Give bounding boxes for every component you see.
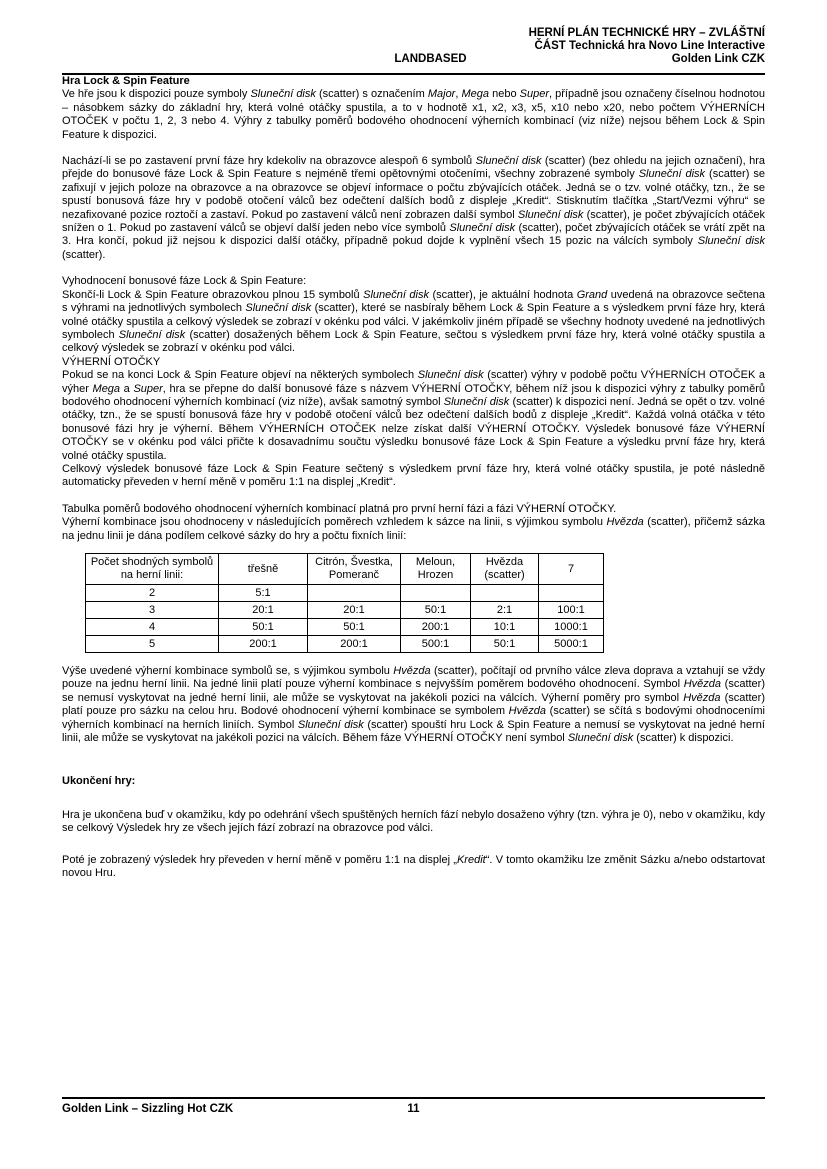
page-header (62, 0, 765, 66)
paragraph-combination-rules: Výše uvedené výherní kombinace symbolů se, s výjimkou symbolu Hvězda (scatter), počítají od prvního válce zleva doprava a vztahují se vždy pouze na jednu herní linii. Na jedné linii platí pouze výherní kombinace s nejvyšším poměrem bodového ohodnocení. Symbol Hvězda (scatter) se nemusí vyskytovat na jedné herní linii, ale může se vyskytovat na jakékoli pozici na válcích. Výherní poměry pro symbol Hvězda (scatter) platí pouze pro sázku na celou hru. Bodové ohodnocení výherní kombinace se symbolem Hvězda (scatter) se sčítá s bodovými ohodnoceními výherních kombinací na herních liniích. Symbol Sluneční disk (scatter) spouští hru Lock & Spin Feature a nemusí se vyskytovat na jedné herní linii, ale může se vyskytovat na jakékoli pozici na válcích. Během fáze VÝHERNÍ OTOČKY není symbol Sluneční disk (scatter) k dispozici. (62, 665, 765, 745)
paytable-row-5 (86, 636, 604, 653)
paytable-cell: 50:1 (219, 619, 308, 636)
paragraph-symbols-overview: Ve hře jsou k dispozici pouze symboly Sluneční disk (scatter) s označením Major, Mega nebo Super, případně jsou označeny číselnou hodnotou – násobkem sázky do základní hry, která volné otáčky spustila, a to v hodnotě x1, x2, x3, x5, x10 nebo x20, nebo počtem VÝHERNÍCH OTOČEK v počtu 1, 2, 3 nebo 4. Výhry z tabulky poměrů bodového ohodnocení výherních kombinací (viz níže) nejsou během Lock & Spin Feature k dispozici. (62, 88, 765, 141)
paytable-header-symbol-count: Počet shodných symbolů na herní linii: (86, 554, 219, 585)
page-footer (62, 1097, 765, 1115)
evaluation-heading: Vyhodnocení bonusové fáze Lock & Spin Feature: (62, 275, 307, 288)
paytable-cell: 50:1 (308, 619, 401, 636)
paytable-row-3 (86, 602, 604, 619)
paytable-cell: 10:1 (471, 619, 539, 636)
paytable-cell: 3 (86, 602, 219, 619)
paytable-cell: 500:1 (401, 636, 471, 653)
table-intro-line-2: Výherní kombinace jsou ohodnoceny v následujících poměrech vzhledem k sázce na linii, s výjimkou symbolu Hvězda (scatter), přičemž sázka na jednu linii je dána podílem celkové sázky do hry a počtu fixních linií: (62, 516, 765, 542)
paytable-header-cherry: třešně (219, 554, 308, 585)
header-title-line-1: HERNÍ PLÁN TECHNICKÉ HRY – ZVLÁŠTNÍ (528, 27, 765, 39)
paytable-cell: 200:1 (219, 636, 308, 653)
header-title-line-2: ČÁST Technická hra Novo Line Interactive (534, 40, 765, 52)
heading-lock-spin-feature: Hra Lock & Spin Feature (62, 75, 190, 87)
paytable-cell: 5:1 (219, 585, 308, 602)
header-title-line-3: Golden Link CZK (671, 53, 765, 65)
paytable-cell (539, 585, 604, 602)
paytable-cell: 2:1 (471, 602, 539, 619)
table-intro-line-1: Tabulka poměrů bodového ohodnocení výherních kombinací platná pro první herní fázi a fázi VÝHERNÍ OTOČKY. (62, 502, 617, 515)
paytable-cell (308, 585, 401, 602)
paytable-cell: 4 (86, 619, 219, 636)
paytable-cell (471, 585, 539, 602)
paytable-header-seven: 7 (539, 554, 604, 585)
paytable-header-lemon-plum-orange: Citrón, Švestka, Pomeranč (308, 554, 401, 585)
paytable-cell: 50:1 (471, 636, 539, 653)
paytable-cell: 200:1 (401, 619, 471, 636)
footer-title: Golden Link – Sizzling Hot CZK (62, 1103, 234, 1115)
paragraph-winning-spins: Pokud se na konci Lock & Spin Feature objeví na některých symbolech Sluneční disk (scatter) výhry v podobě počtu VÝHERNÍCH OTOČEK a výher Mega a Super, hra se přepne do další bonusové fáze s názvem VÝHERNÍ OTOČKY, během níž jsou k dispozici výhry z tabulky poměrů bodového ohodnocení výherních kombinací (viz níže), avšak samotný symbol Sluneční disk (scatter) k dispozici není. Jedná se opět o tzv. volné otáčky, tzn., že se spustí bonusová fáze hry v podobě otočení válců bez odečtení dalších bodů z displeje „Kredit“. Každá volná otáčka v této bonusové fázi hry je výherní. Během VÝHERNÍCH OTOČEK nelze získat další VÝHERNÍ OTOČKY. Výsledek bonusové fáze VÝHERNÍ OTOČKY se v okénku pod válci přičte k dosavadnímu součtu výsledku bonusové fáze Lock & Spin Feature a výsledku první fáze hry, která volné otáčky spustila. (62, 369, 765, 462)
paytable-cell (401, 585, 471, 602)
footer-page-number: 11 (407, 1103, 420, 1115)
paytable-header-star-scatter: Hvězda (scatter) (471, 554, 539, 585)
paragraph-result-transfer: Poté je zobrazený výsledek hry převeden v herní měně v poměru 1:1 na displej „Kredit“. V tomto okamžiku lze změnit Sázku a/nebo odstartovat novou Hru. (62, 853, 765, 880)
paytable-cell: 1000:1 (539, 619, 604, 636)
paragraph-game-end-conditions: Hra je ukončena buď v okamžiku, kdy po odehrání všech spuštěných herních fází nebylo dosaženo výhry (tzn. výhra je 0), nebo v okamžiku, kdy se celkový Výsledek hry ze všech jejích fází zobrazí na obrazovce pod válci. (62, 808, 765, 835)
header-landbased-label: LANDBASED (394, 53, 467, 65)
paytable-cell: 20:1 (308, 602, 401, 619)
paytable-cell: 5000:1 (539, 636, 604, 653)
paytable-cell: 50:1 (401, 602, 471, 619)
heading-game-end: Ukončení hry: (62, 775, 136, 788)
paragraph-total-result: Celkový výsledek bonusové fáze Lock & Spin Feature sečtený s výsledkem první fáze hry, která volné otáčky spustila, je poté následně automaticky převeden v herní měně v poměru 1:1 na displej „Kredit“. (62, 462, 765, 489)
paytable-header-row (86, 554, 604, 585)
paytable-cell: 200:1 (308, 636, 401, 653)
document-body (62, 75, 765, 880)
paytable-header-melon-grape: Meloun, Hrozen (401, 554, 471, 585)
section-table-intro (62, 503, 765, 543)
paytable-cell: 100:1 (539, 602, 604, 619)
paytable-cell: 20:1 (219, 602, 308, 619)
paytable-row-4 (86, 619, 604, 636)
section-evaluation (62, 275, 765, 490)
paytable-row-2 (86, 585, 604, 602)
header-title (529, 27, 765, 66)
paragraph-evaluation: Skončí-li Lock & Spin Feature obrazovkou plnou 15 symbolů Sluneční disk (scatter), je aktuální hodnota Grand uvedená na obrazovce sečtena s výhrami na jednotlivých symbolech Sluneční disk (scatter), které se nasbíraly během Lock & Spin Feature a s výsledkem první fáze hry, která volné otáčky spustila a celkový výsledek se zobrazí v okénku pod válci. V jakémkoliv jiném případě se všechny hodnoty uvedené na jednotlivých symbolech Sluneční disk (scatter) dosažených během Lock & Spin Feature, sečtou s výsledkem první fáze hry, která volné otáčky spustila a celkový výsledek se zobrazí v okénku pod válci. (62, 288, 765, 355)
paytable-cell: 5 (86, 636, 219, 653)
winning-spins-heading: VÝHERNÍ OTOČKY (62, 355, 161, 368)
paytable (85, 553, 604, 653)
paragraph-lock-spin-rules: Nachází-li se po zastavení první fáze hry kdekoliv na obrazovce alespoň 6 symbolů Sluneční disk (scatter) (bez ohledu na jejich označení), hra přejde do bonusové fáze Lock & Spin Feature s nejméně třemi opětovnými otočeními, všechny zobrazené symboly Sluneční disk (scatter) se zafixují v jejich poloze na obrazovce a na obrazovce se objeví informace o počtu zbývajících otáček. Jedná se o tzv. volné otáčky, tzn., že se spustí bonusová fáze hry v podobě otočení válců bez odečtení dalších bodů z displeje „Kredit“. Stisknutím tlačítka „Start/Vezmi výhru“ se nezafixované pozice roztočí a zastaví. Pokud po zastavení válců není zobrazen další symbol Sluneční disk (scatter), je počet zbývajících otáček snížen o 1. Pokud po zastavení válců se objeví další jeden nebo více symbolů Sluneční disk (scatter), počet zbývajících otáček se vrátí zpět na 3. Hra končí, pokud již nejsou k dispozici další otáčky, případně pokud dojde k vyplnění všech 15 pozic na válcích symboly Sluneční disk (scatter). (62, 155, 765, 261)
paytable-cell: 2 (86, 585, 219, 602)
